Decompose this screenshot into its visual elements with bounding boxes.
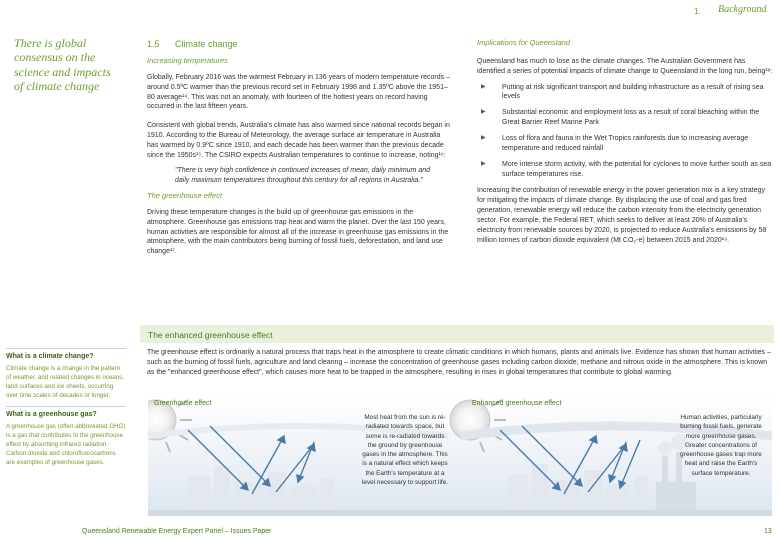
paragraph-greenhouse: Driving these temperature changes is the build up of greenhouse gas emissions in the atmosphere. Greenhouse gas emissions trap heat and warm the planet. Over the last 150 years, human activities are responsible for almost all of the increase in greenhouse gas emissions in the atmosphere, with the main contributors being burning of fossil fuels, deforestation, and land use change¹⁷. (147, 208, 449, 256)
arrow-bullet-icon: ▶ (481, 83, 486, 90)
enhanced-paragraph: The greenhouse effect is ordinarily a natural process that traps heat in the atmosphere to create climatic conditions in which humans, plants and animals live. Evidence has shown that human activities – such as the burning of fossil fuels, agriculture and land clearing – increase the concentration of greenhouse gases including carbon dioxide, methane and nitrous oxide in the atmosphere. This is known as the "enhanced greenhouse effect", which causes more heat to be trapped in the atmosphere, resulting in rises in global temperatures that contribute to global warming. (147, 349, 771, 376)
chapter-number: 1. (694, 7, 701, 16)
footer-title: Queensland Renewable Energy Expert Panel – Issues Paper (82, 528, 272, 535)
page-number: 13 (764, 528, 772, 535)
side-pull-quote: There is global consensus on the science and impacts of climate change (14, 36, 111, 94)
paragraph-australia: Consistent with global trends, Australia's climate has also warmed since national records began in 1910. According to the Bureau of Meteorology, the average surface air temperature in Australia has warmed by 0.9ºC since 1910, and each decade has been warmer than the previous decade since the 1950s¹⁵. The CSIRO expects Australian temperatures to continue to increase, noting¹⁶: (147, 122, 450, 160)
arrow-bullet-icon: ▶ (481, 161, 486, 168)
paragraph-temperatures: Globally, February 2016 was the warmest February in 136 years of modern temperature records – around 0.5ºC warmer than the previous record set in February 1998 and 1.35ºC above the 1951–80 average¹⁴. This was not an anomaly, with fourteen of the hottest years on record having occurred in the last fifteen years. (147, 73, 450, 111)
arrow-bullet-icon: ▶ (481, 109, 486, 116)
list-item: ▶ More intense storm activity, with the potential for cyclones to move further south as sea surface temperatures rise. (481, 161, 772, 179)
list-item: ▶ Loss of flora and fauna in the Wet Tropics rainforests due to increasing average temperature and reduced rainfall (481, 135, 749, 153)
chapter-title: Background (718, 4, 767, 15)
enhanced-title: The enhanced greenhouse effect (148, 330, 273, 340)
right-column (477, 38, 773, 246)
list-item: ▶ Substantial economic and employment loss as a result of coral bleaching within the Great Barrier Reef Marine Park (481, 109, 760, 127)
subheading-greenhouse: The greenhouse effect (147, 191, 223, 201)
subheading-temperatures: Increasing temperatures (147, 56, 228, 65)
implications-heading: Implications for Queensland (477, 38, 570, 47)
caption-enhanced: Human activities, particularly burning fossil fuels, generate more greenhouse gases. Greater concentrations of greenhouse gases trap more heat and raise the Earth's surface temperature. (680, 414, 762, 477)
sidebar-answer-ghg: A greenhouse gas (often abbreviated GHG) is a gas that contributes to the greenhouse effect by absorbing infrared radiation. Carbon dioxide and chlorofluorocarbons are examples of greenhouse gases. (6, 422, 126, 466)
section-number: 1.5 (147, 39, 160, 49)
section-title: Climate change (175, 39, 238, 49)
arrow-bullet-icon: ▶ (481, 135, 486, 142)
panel-label-enhanced: Enhanced greenhouse effect (472, 400, 562, 407)
sidebar-question-climate: What is a climate change? (6, 348, 126, 362)
list-item: ▶ Putting at risk significant transport and building infrastructure as a result of rising sea levels (481, 83, 764, 101)
left-column (147, 56, 452, 257)
implications-intro: Queensland has much to lose as the climate changes. The Australian Government has identified a series of potential impacts of climate change to Queensland in the long run, being¹⁸: (477, 57, 773, 75)
sidebar-question-ghg: What is a greenhouse gas? (6, 406, 126, 420)
greenhouse-illustration (148, 396, 772, 516)
caption-greenhouse: Most heat from the sun is re-radiated towards space, but some is re-radiated towards the ground by greenhouse gases in the atmosphere. This is a natural effect which keeps the Earth's temperature at a level necessary to support life. (362, 414, 448, 486)
ground (148, 510, 772, 516)
implications-closing: Increasing the contribution of renewable energy in the power generation mix is a key strategy for mitigating the impacts of climate change. By displacing the use of coal and gas fired generation, renewable energy will reduce the carbon intensity from the electricity generation sector. For example, the Federal RET, which seeks to deliver at least 20% of Australia's electricity from renewable sources by 2020, is projected to reduce Australia's emissions by 58 million tonnes of carbon dioxide equivalent (Mt CO₂-e) between 2015 and 2020¹⁹. (477, 187, 767, 244)
implications-list (477, 83, 773, 181)
sidebar-answer-climate: Climate change is a change in the pattern of weather, and related changes in oceans, land surfaces and ice sheets, occurring over time scales of decades or longer. (6, 364, 124, 399)
csiro-quote: "There is very high confidence in continued increases of mean, daily minimum and daily maximum temperatures throughout this century for all regions in Australia." (175, 167, 431, 185)
definitions-sidebar (6, 348, 126, 468)
panel-label-greenhouse: Greenhouse effect (154, 400, 212, 407)
